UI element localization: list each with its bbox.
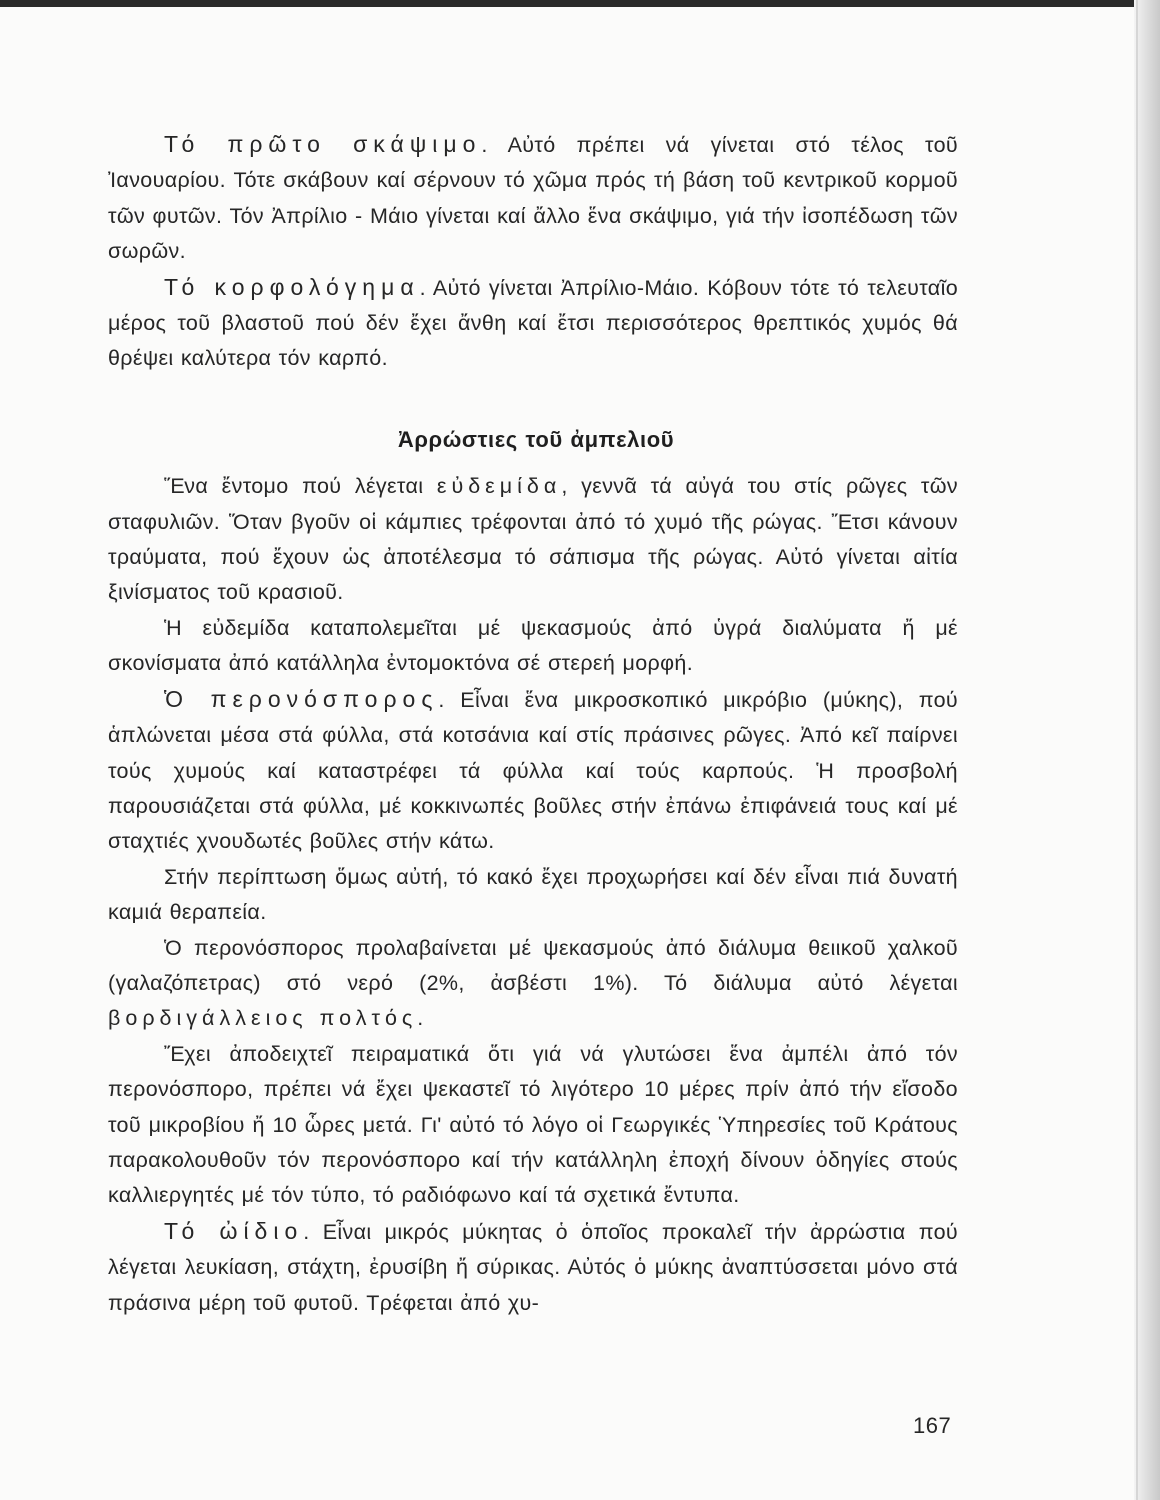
paragraph-powdery-mildew (108, 1214, 958, 1321)
paragraph-body: , γεννᾶ τά αὐγά του στίς ρῶγες τῶν σταφυλιῶν. Ὅταν βγοῦν οἱ κάμπιες τρέφονται ἀπό τό χυμό τῆς ρώγας. Ἔτσι κάνουν τραύματα, πού ἔχουν ὡς ἀποτέλεσμα τό σάπισμα τῆς ρώγας. Αὐτό γίνεται αἰτία ξινίσματος τοῦ κρασιοῦ. (108, 474, 958, 605)
page-number: 167 (913, 1413, 952, 1438)
paragraph-eudemis-control: Ἡ εὐδεμίδα καταπολεμεῖται μέ ψεκασμούς ἀπό ὑγρά διαλύματα ἤ μέ σκονίσματα ἀπό κατάλληλα ἐντομοκτόνα σέ στερεή μορφή. (108, 615, 958, 676)
paragraph-body: Ὁ περονόσπορος προλαβαίνεται μέ ψεκασμούς ἀπό διάλυμα θειικοῦ χαλκοῦ (γαλαζόπετρας) στό νερό (2%, ἀσβέστι 1%). Τό διάλυμα αὐτό λέγεται (108, 935, 958, 995)
scan-top-edge (0, 0, 1160, 7)
paragraph-no-cure: Στήν περίπτωση ὅμως αὐτή, τό κακό ἔχει προχωρήσει καί δέν εἶναι πιά δυνατή καμιά θεραπεία. (108, 864, 958, 925)
page-gutter-line (1136, 0, 1138, 1500)
paragraph-term: εὐδεμίδα (436, 474, 562, 499)
paragraph-body: Ἕνα ἔντομο πού λέγεται (164, 474, 437, 499)
paragraph-title: Τό πρῶτο σκάψιμο (164, 131, 482, 157)
paragraph-downy-mildew (108, 682, 958, 860)
paragraph-first-digging (108, 127, 958, 270)
paragraph-experiments: Ἔχει ἀποδειχτεῖ πειραματικά ὅτι γιά νά γλυτώσει ἕνα ἀμπέλι ἀπό τόν περονόσπορο, πρέπει νά ἔχει ψεκαστεῖ τό λιγότερο 10 μέρες πρίν ἀπό τήν εἴσοδο τοῦ μικροβίου ἤ 10 ὧρες μετά. Γι' αὐτό τό λόγο οἱ Γεωργικές Ὑπηρεσίες τοῦ Κράτους παρακολουθοῦν τόν περονόσπορο καί τήν κατάλληλη ἐποχή δίνουν ὁδηγίες στούς καλλιεργητές μέ τόν τύπο, τό ραδιόφωνο καί τά σχετικά ἔντυπα. (108, 1041, 958, 1208)
paragraph-body: . (417, 1006, 424, 1031)
paragraph-title: Τό κορφολόγημα (164, 273, 420, 300)
paragraph-body: . Αὐτό γίνεται Ἀπρίλιο-Μάιο. Κόβουν τότε τό τελευταῖο μέρος τοῦ βλαστοῦ πού δέν ἔχει ἄνθη καί ἔτσι περισσότερος θρεπτικός χυμός θά θρέψει καλύτερα τόν καρπό. (108, 275, 958, 371)
paragraph-body: . Εἶναι ἕνα μικροσκοπικό μικρόβιο (μύκης), πού ἁπλώνεται μέσα στά φύλλα, στά κοτσάνια καί στίς πράσινες ρῶγες. Ἀπό κεῖ παίρνει τούς χυμούς καί καταστρέφει τά φύλλα καί τούς καρπούς. Ἡ προσβολή παρουσιάζεται στά φύλλα, μέ κοκκινωπές βοῦλες στήν ἐπάνω ἐπιφάνειά τους καί μέ σταχτιές χνουδωτές βοῦλες στήν κάτω. (108, 687, 958, 854)
paragraph-term: βορδιγάλλειος πολτός (108, 1006, 418, 1031)
section-heading: Ἀρρώστιες τοῦ ἀμπελιοῦ (397, 426, 675, 452)
paragraph-title: Τό ὠίδιο (164, 1217, 304, 1244)
paragraph-topping (108, 270, 958, 377)
paragraph-eudemis (108, 469, 958, 611)
paragraph-body: . Εἶναι μικρός μύκητας ὁ ὁποῖος προκαλεῖ τήν ἀρρώστια πού λέγεται λευκίαση, στάχτη, ἐρυσίβη ἤ σύρικας. Αὐτός ὁ μύκης ἀναπτύσσεται μόνο στά πράσινα μέρη τοῦ φυτοῦ. Τρέφεται ἀπό χυ- (108, 1219, 958, 1315)
body-text (108, 127, 958, 1321)
paragraph-prevention (108, 931, 958, 1037)
paragraph-title: Ὁ περονόσπορος (164, 685, 439, 712)
paragraph-body: . Αὐτό πρέπει νά γίνεται στό τέλος τοῦ Ἰανουαρίου. Τότε σκάβουν καί σέρνουν τό χῶμα πρός τή βάση τοῦ κεντρικοῦ κορμοῦ τῶν φυτῶν. Τόν Ἀπρίλιο - Μάιο γίνεται καί ἄλλο ἕνα σκάψιμο, γιά τήν ἰσοπέδωση τῶν σωρῶν. (108, 133, 958, 264)
